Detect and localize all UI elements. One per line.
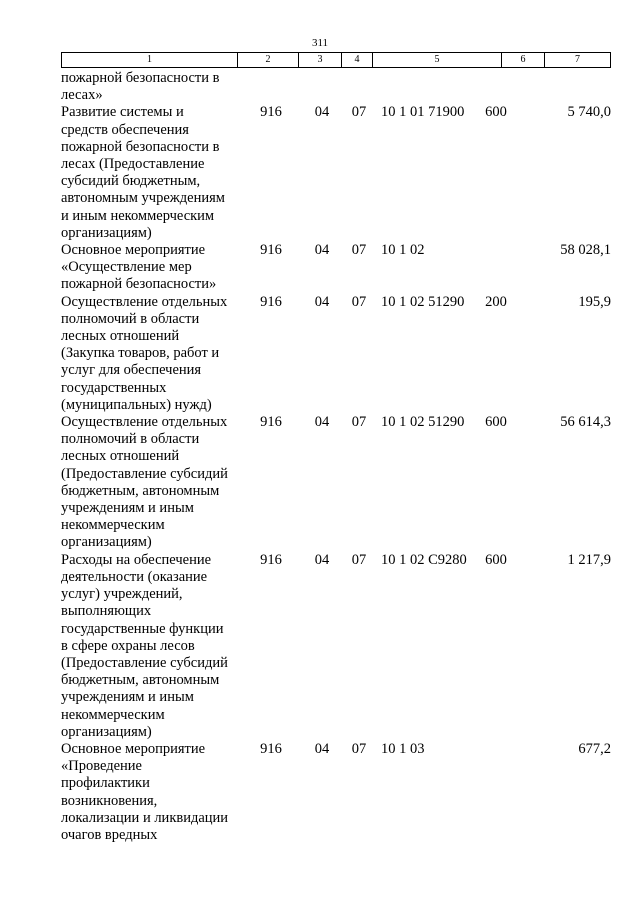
table-row [61,552,611,741]
row-amount: 677,2 [578,740,611,757]
table-row [61,741,611,844]
row-code-3: 04 [314,242,330,259]
row-code-2: 916 [260,242,282,259]
header-cell-6: 6 [502,53,545,67]
row-code-2: 916 [260,740,282,757]
header-cell-7: 7 [575,54,580,65]
row-name: пожарной безопасности в лесах» [61,70,220,104]
row-code-3: 04 [314,414,330,431]
row-name: Основное мероприятие «Осуществление мер пожарной безопасности» [61,242,217,293]
row-code-3: 04 [314,551,330,568]
row-code-4: 07 [351,104,367,121]
row-amount: 58 028,1 [560,242,611,259]
row-code-2: 916 [260,104,282,121]
header-cell-2: 2 [238,53,299,67]
row-code-4: 07 [351,740,367,757]
row-code-5: 10 1 02 51290 [381,414,465,431]
row-code-5: 10 1 02 [381,242,425,259]
row-code-3: 04 [314,104,330,121]
table-row [61,104,611,242]
table-row [61,242,611,294]
row-code-4: 07 [351,242,367,259]
row-code-2: 916 [260,551,282,568]
row-code-3: 04 [314,740,330,757]
page-number: 311 [311,37,329,49]
row-name: Осуществление отдельных полномочий в области лесных отношений (Закупка товаров, работ и услуг для обеспечения государственных (муниципальных) нужд) [61,293,228,413]
row-name: Развитие системы и средств обеспечения пожарной безопасности в лесах (Предоставление субсидий бюджетным, автономным учреждениям и иным некоммерческим организациям) [61,104,225,241]
row-amount: 5 740,0 [567,104,611,121]
row-code-5: 10 1 02 С9280 [381,551,467,568]
row-code-6: 600 [485,104,507,121]
table-body [61,70,611,844]
row-code-4: 07 [351,551,367,568]
row-code-6: 600 [485,414,507,431]
row-code-3: 04 [314,293,330,310]
row-code-5: 10 1 03 [381,740,425,757]
row-code-2: 916 [260,293,282,310]
row-code-6: 600 [485,551,507,568]
row-name: Осуществление отдельных полномочий в области лесных отношений (Предоставление субсидий бюджетным, автономным учреждениям и иным некоммерческим организациям) [61,414,228,551]
row-code-5: 10 1 01 71900 [381,104,465,121]
row-code-4: 07 [351,414,367,431]
table-row [61,70,611,104]
header-cell-5: 5 [373,53,502,67]
row-code-5: 10 1 02 51290 [381,293,465,310]
table-row [61,414,611,552]
row-amount: 56 614,3 [560,414,611,431]
table-row [61,294,611,414]
row-amount: 195,9 [578,293,611,310]
row-code-2: 916 [260,414,282,431]
row-amount: 1 217,9 [567,551,611,568]
header-cell-4: 4 [342,53,373,67]
header-cell-1: 1 [62,53,238,67]
row-name: Расходы на обеспечение деятельности (оказание услуг) учреждений, выполняющих государственные функции в сфере охраны лесов (Предоставление субсидий бюджетным, автономным учреждениям и иным некоммерческим организациям) [61,551,228,740]
row-name: Основное мероприятие «Проведение профилактики возникновения, локализации и ликвидации очагов вредных [61,740,229,843]
table-header [61,52,611,68]
row-code-4: 07 [351,293,367,310]
header-cell-3: 3 [299,53,342,67]
row-code-6: 200 [485,293,507,310]
